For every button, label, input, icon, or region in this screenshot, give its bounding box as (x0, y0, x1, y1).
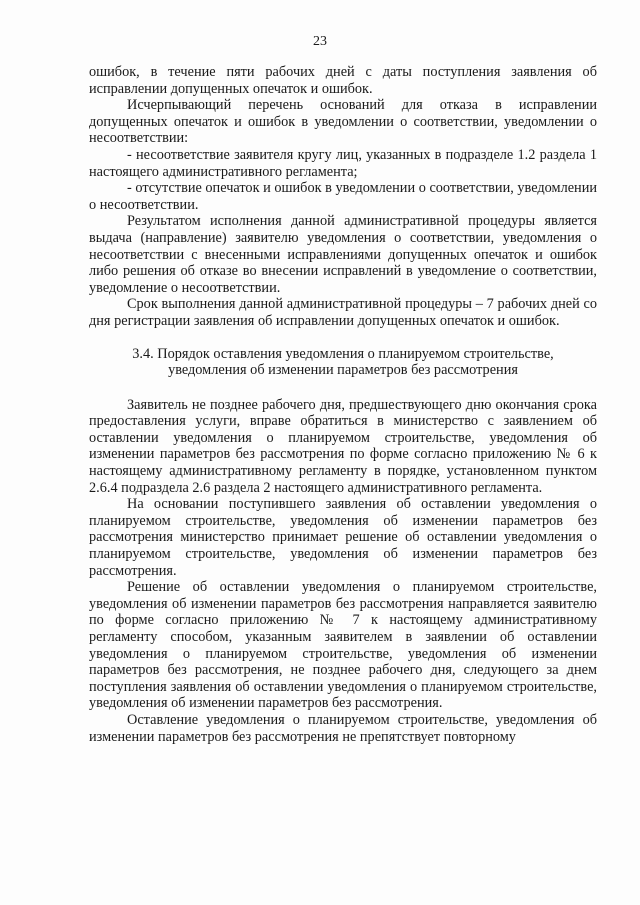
section-heading-line-2: уведомления об изменении параметров без рассмотрения (168, 362, 518, 379)
paragraph-decision-delivery: Решение об оставлении уведомления о планируемом строительстве, уведомления об изменении параметров без рассмотрения направляется заявителю по форме согласно приложению № 7 к настоящему административному регламенту способом, указанным заявителем в заявлении об оставлении уведомления о планируемом строительстве, уведомления об изменении параметров без рассмотрения, не позднее рабочего дня, следующего за днем поступления заявления об оставлении уведомления о планируемом строительстве, уведомления об изменении параметров без рассмотрения. (89, 579, 597, 712)
section-heading-line-1: 3.4. Порядок оставления уведомления о планируемом строительстве, (132, 345, 554, 362)
spacer (89, 379, 597, 397)
document-body (89, 64, 597, 745)
paragraph-repeat-submission: Оставление уведомления о планируемом строительстве, уведомления об изменении параметров без рассмотрения не препятствует повторному (89, 711, 597, 745)
spacer (89, 330, 597, 346)
paragraph-ministry-decision: На основании поступившего заявления об оставлении уведомления о планируемом строительстве, уведомления об изменении параметров без рассмотрения министерство принимает решение об оставлении уведомления о планируемом строительстве, уведомления об изменении параметров без рассмотрения. (89, 496, 597, 579)
list-item-ground-2: - отсутствие опечаток и ошибок в уведомлении о соответствии, уведомлении о несоответствии. (89, 180, 597, 213)
paragraph-procedure-term: Срок выполнения данной административной процедуры – 7 рабочих дней со дня регистрации заявления об исправлении допущенных опечаток и ошибок. (89, 296, 597, 329)
paragraph-continuation: ошибок, в течение пяти рабочих дней с даты поступления заявления об исправлении допущенных опечаток и ошибок. (89, 64, 597, 97)
paragraph-refusal-grounds: Исчерпывающий перечень оснований для отказа в исправлении допущенных опечаток и ошибок в уведомлении о соответствии, уведомлении о несоответствии: (89, 97, 597, 147)
paragraph-procedure-result: Результатом исполнения данной административной процедуры является выдача (направление) заявителю уведомления о соответствии, уведомления о несоответствии с внесенными исправлениями допущенных опечаток и ошибок либо решения об отказе во внесении исправлений в уведомление о соответствии, уведомление о несоответствии. (89, 213, 597, 296)
list-item-ground-1: - несоответствие заявителя кругу лиц, указанных в подразделе 1.2 раздела 1 настоящего административного регламента; (89, 146, 597, 180)
paragraph-applicant-request: Заявитель не позднее рабочего дня, предшествующего дню окончания срока предоставления услуги, вправе обратиться в министерство с заявлением об оставлении уведомления о планируемом строительстве, уведомления об изменении параметров без рассмотрения по форме согласно приложению № 6 к настоящему административному регламенту в порядке, установленном пунктом 2.6.4 подраздела 2.6 раздела 2 настоящего административного регламента. (89, 396, 597, 496)
page-number: 23 (313, 34, 327, 49)
